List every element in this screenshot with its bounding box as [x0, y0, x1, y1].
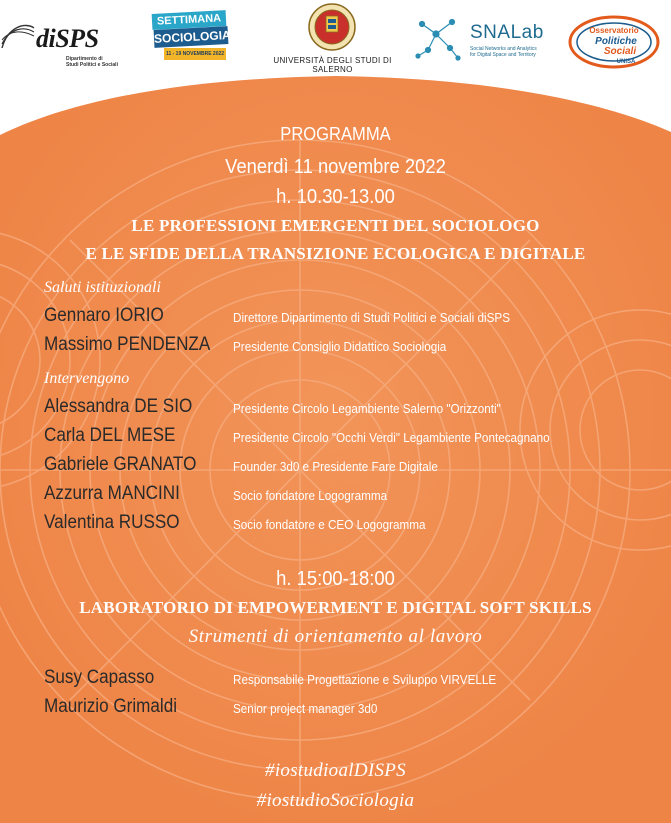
- settimana-dates: 11 - 19 NOVEMBRE 2022: [164, 48, 226, 60]
- snalab-subtitle: Social Networks and Analytics for Digital Space and Territory: [470, 46, 537, 58]
- osserv-line3: Sociali: [603, 46, 637, 57]
- speaker-name: Gabriele GRANATO: [44, 454, 197, 475]
- speaker-name: Maurizio Grimaldi: [44, 696, 178, 717]
- speaker-role: Senior project manager 3d0: [233, 701, 378, 716]
- osserv-line4: UNISA: [616, 59, 636, 65]
- speaker-name: Massimo PENDENZA: [44, 334, 211, 355]
- snalab-name: SNALab: [470, 22, 544, 43]
- speaker-role: Founder 3d0 e Presidente Fare Digitale: [233, 459, 438, 474]
- settimana-line2: SOCIOLOGIA: [153, 27, 231, 46]
- morning-title-line2: E LE SFIDE DELLA TRANSIZIONE ECOLOGICA E DIGITALE: [85, 244, 586, 263]
- speaker-role: Presidente Circolo "Occhi Verdi" Legambiente Pontecagnano: [233, 430, 550, 445]
- speaker-name: Alessandra DE SIO: [44, 396, 193, 417]
- hashtag-disps: #iostudioalDISPS: [265, 760, 406, 781]
- program-heading: PROGRAMMA: [280, 124, 391, 144]
- speaker-role: Socio fondatore Logogramma: [233, 488, 388, 503]
- osserv-line2: Politiche: [595, 36, 637, 47]
- speaker-role: Responsabile Progettazione e Sviluppo VIRVELLE: [233, 672, 497, 687]
- hashtag-sociologia: #iostudioSociologia: [256, 790, 415, 811]
- morning-time: h. 10.30-13.00: [276, 186, 395, 208]
- interventi-label: Intervengono: [44, 370, 130, 387]
- settimana-line1: SETTIMANA: [152, 10, 227, 30]
- speaker-role: Presidente Consiglio Didattico Sociologia: [233, 339, 447, 354]
- unisa-caption: UNIVERSITÀ DEGLI STUDI DI SALERNO: [273, 56, 392, 74]
- disps-name: diSPS: [36, 24, 99, 53]
- disps-subtitle: Dipartimento di Studi Politici e Sociali: [66, 56, 118, 68]
- speaker-name: Azzurra MANCINI: [44, 483, 180, 504]
- afternoon-title: LABORATORIO DI EMPOWERMENT E DIGITAL SOFT SKILLS: [79, 598, 592, 617]
- speaker-role: Presidente Circolo Legambiente Salerno "Orizzonti": [233, 401, 501, 416]
- morning-title-line1: LE PROFESSIONI EMERGENTI DEL SOCIOLOGO: [131, 216, 540, 235]
- speaker-name: Susy Capasso: [44, 667, 155, 688]
- speaker-name: Valentina RUSSO: [44, 512, 180, 533]
- speaker-name: Gennaro IORIO: [44, 305, 164, 326]
- speaker-name: Carla DEL MESE: [44, 425, 176, 446]
- saluti-label: Saluti istituzionali: [44, 279, 161, 296]
- afternoon-subtitle: Strumenti di orientamento al lavoro: [188, 626, 483, 647]
- osserv-line1: Osservatorio: [589, 26, 639, 35]
- speaker-role: Socio fondatore e CEO Logogramma: [233, 517, 426, 532]
- speaker-role: Direttore Dipartimento di Studi Politici e Sociali diSPS: [233, 310, 511, 325]
- afternoon-time: h. 15:00-18:00: [276, 568, 395, 590]
- program-date: Venerdì 11 novembre 2022: [225, 156, 446, 178]
